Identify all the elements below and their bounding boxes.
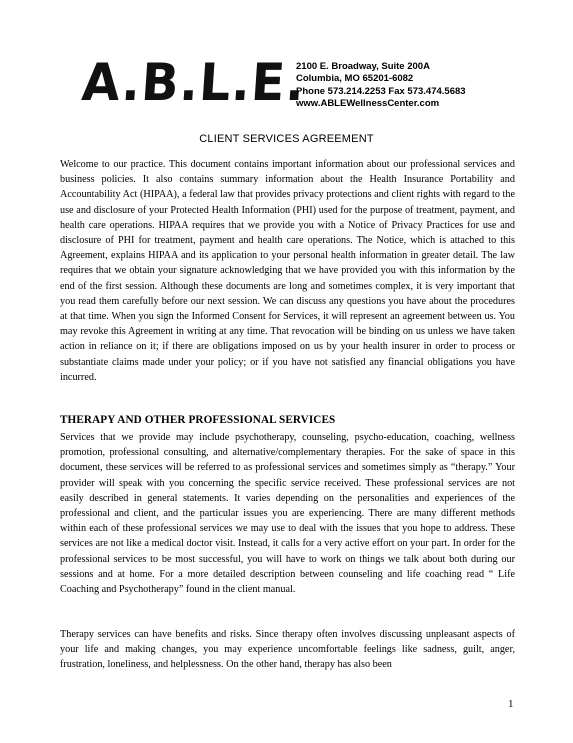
intro-paragraph: Welcome to our practice. This document contains important information about our professional services and business policies. It also contains summary information about the Health Insurance Portability and Accountability Act (HIPAA), a federal law that provides privacy protections and client rights with regard to the use and disclosure of your Protected Health Information (PHI) used for the purpose of treatment, payment, and health care operations. HIPAA requires that we provide you with a Notice of Privacy Practices for use and disclosure of PHI for treatment, payment and health care operations. The Notice, which is attached to this Agreement, explains HIPAA and its application to your personal health information in greater detail. The law requires that we obtain your signature acknowledging that we have provided you with this information by the end of the first session. Although these documents are long and sometimes complex, it is very important that you read them carefully before our next session. We can discuss any questions you have about the procedures at that time. When you sign the Informed Consent for Services, it will represent an agreement between us. You may revoke this Agreement in writing at any time. That revocation will be binding on us unless we have taken action in reliance on it; if there are obligations imposed on us by your health insurer in order to process or substantiate claims made under your policy; or if you have not satisfied any financial obligations you have incurred. bbox=[60, 159, 515, 383]
able-logo: A.B.L.E. bbox=[80, 52, 308, 113]
phone-fax: Phone 573.214.2253 Fax 573.474.5683 bbox=[296, 85, 466, 97]
page-number: 1 bbox=[508, 698, 514, 710]
address-city: Columbia, MO 65201-6082 bbox=[296, 73, 414, 85]
address-street: 2100 E. Broadway, Suite 200A bbox=[296, 61, 430, 72]
section-heading-therapy: THERAPY AND OTHER PROFESSIONAL SERVICES bbox=[60, 414, 336, 426]
contact-block bbox=[296, 61, 466, 111]
document-title: CLIENT SERVICES AGREEMENT bbox=[199, 133, 374, 145]
benefits-risks-paragraph: Therapy services can have benefits and risks. Since therapy often involves discussing unpleasant aspects of your life and making changes, you may experience uncomfortable feelings like sadness, guilt, anger, frustration, loneliness, and helplessness. On the other hand, therapy has also been bbox=[60, 629, 515, 671]
website-link[interactable]: www.ABLEWellnessCenter.com bbox=[296, 98, 440, 110]
therapy-services-paragraph: Services that we provide may include psychotherapy, counseling, psycho-education, coaching, wellness promotion, professional consulting, and alternative/complementary therapies. For the sake of space in this document, these services will be referred to as professional services and sometimes simply as “therapy.” Your provider will speak with you concerning the specific service received. These professional services are not easily described in general statements. It varies depending on the personalities and experiences of the professional and client, and the particular issues you are experiencing. There are many different methods within each of these professional services we may use to deal with the issues that you hope to address. These services are not like a medical doctor visit. Instead, it calls for a very active effort on your part. In order for the professional services to be most successful, you will have to work on things we talk about both during our sessions and at home. For a more detailed description between counseling and life coaching read “ Life Coaching and Psychotherapy” found in the client manual. bbox=[60, 432, 515, 596]
